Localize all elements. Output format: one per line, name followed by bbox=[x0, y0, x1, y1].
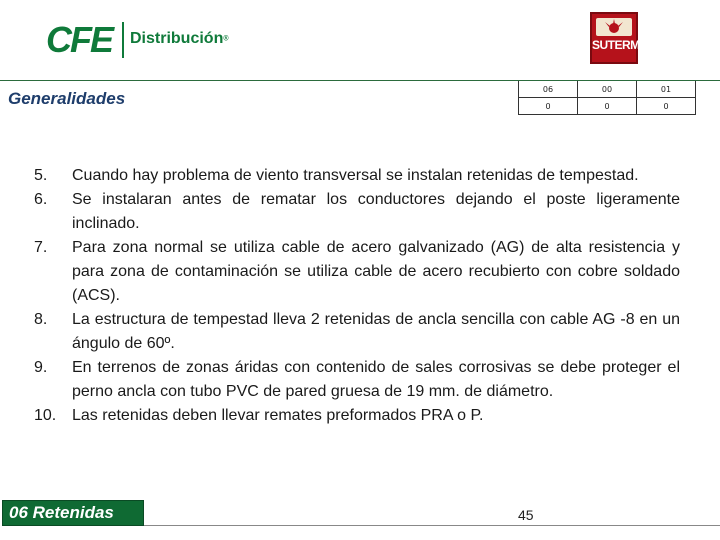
suterm-emblem-icon bbox=[596, 18, 632, 36]
revision-table bbox=[518, 81, 696, 115]
list-item-text: La estructura de tempestad lleva 2 retenidas de ancla sencilla con cable AG -8 en un ángulo de 60º. bbox=[72, 311, 680, 352]
section-tab bbox=[2, 500, 144, 526]
list-item-text: En terrenos de zonas áridas con contenido de sales corrosivas se debe proteger el perno ancla con tubo PVC de pared gruesa de 19 mm. de diámetro. bbox=[72, 359, 680, 400]
footer-divider bbox=[144, 525, 720, 526]
revision-cell: 0 bbox=[578, 98, 637, 115]
list-item-number: 5. bbox=[34, 167, 48, 184]
list-item bbox=[34, 164, 680, 188]
list-item-number: 8. bbox=[34, 311, 48, 328]
list-item-text: Para zona normal se utiliza cable de acero galvanizado (AG) de alta resistencia y para zona de contaminación se utiliza cable de acero recubierto con cobre soldado (ACS). bbox=[72, 239, 680, 304]
cfe-wordmark bbox=[130, 30, 229, 48]
revision-row bbox=[519, 98, 696, 115]
revision-cell: 0 bbox=[637, 98, 696, 115]
list-item bbox=[34, 308, 680, 356]
list-item bbox=[34, 404, 680, 428]
page-title: Generalidades bbox=[8, 89, 126, 108]
list-item-text: Se instalaran antes de rematar los conductores dejando el poste ligeramente inclinado. bbox=[72, 191, 680, 232]
list-item-number: 7. bbox=[34, 239, 48, 256]
section-tab-label: 06 Retenidas bbox=[9, 503, 114, 522]
list-item-number: 9. bbox=[34, 359, 48, 376]
list-item bbox=[34, 356, 680, 404]
cfe-mark: CFE bbox=[46, 19, 112, 60]
numbered-list bbox=[34, 164, 680, 428]
list-item bbox=[34, 188, 680, 236]
page-number: 45 bbox=[518, 507, 534, 523]
cfe-logo bbox=[46, 18, 246, 62]
registered-mark: ® bbox=[223, 35, 229, 43]
list-item-text: Cuando hay problema de viento transversal se instalan retenidas de tempestad. bbox=[72, 167, 639, 184]
cfe-wordmark-text: Distribución bbox=[130, 30, 224, 47]
list-item-number: 10. bbox=[34, 407, 57, 424]
revision-cell: 00 bbox=[578, 81, 637, 98]
list-item-number: 6. bbox=[34, 191, 48, 208]
logo-separator bbox=[122, 22, 124, 58]
list-item bbox=[34, 236, 680, 308]
revision-row bbox=[519, 81, 696, 98]
suterm-logo bbox=[590, 12, 638, 64]
revision-cell: 0 bbox=[519, 98, 578, 115]
revision-cell: 06 bbox=[519, 81, 578, 98]
list-item-text: Las retenidas deben llevar remates preformados PRA o P. bbox=[72, 407, 484, 424]
revision-cell: 01 bbox=[637, 81, 696, 98]
suterm-wordmark: SUTERM bbox=[592, 38, 640, 52]
